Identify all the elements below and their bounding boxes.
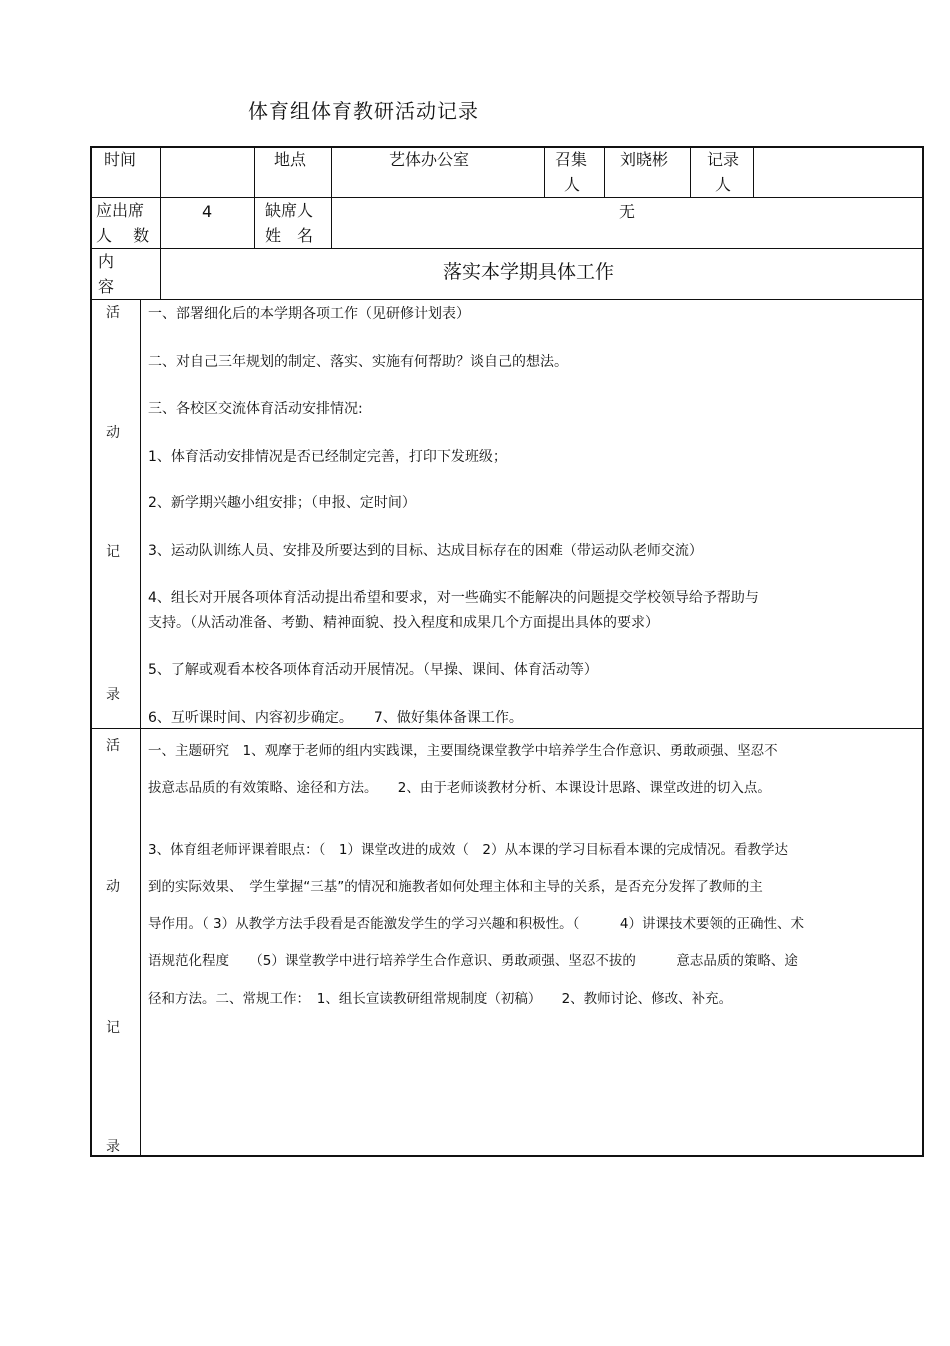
expected-attendance-label: 应出席 — [96, 201, 145, 220]
record1-side-char: 活 — [106, 305, 120, 321]
convener-label: 召集 — [555, 150, 588, 169]
record1-side-char: 记 — [106, 544, 120, 560]
record1-side-char: 动 — [106, 425, 120, 441]
record2-line: 导作用。（ 3）从教学方法手段看是否能激发学生的学习兴趣和积极性。（ 4）讲课技术要领的正确性、术 — [148, 916, 804, 932]
place-label: 地点 — [274, 150, 307, 169]
recorder-label: 记录 — [707, 150, 740, 169]
record1-line: 三、各校区交流体育活动安排情况: — [148, 401, 363, 417]
document-title: 体育组体育教研活动记录 — [248, 99, 479, 123]
recorder-label-cont: 人 — [715, 175, 732, 194]
record1-line: 3、运动队训练人员、安排及所要达到的目标、达成目标存在的困难（带运动队老师交流） — [148, 543, 703, 559]
time-label: 时间 — [104, 150, 137, 169]
record2-side-char: 活 — [106, 738, 120, 754]
content-label: 内 — [98, 252, 115, 271]
absent-value: 无 — [619, 202, 636, 221]
content-value: 落实本学期具体工作 — [443, 261, 615, 283]
expected-attendance-label-cont: 人 数 — [96, 226, 150, 245]
convener-value: 刘晓彬 — [620, 150, 669, 169]
record2-side-char: 动 — [106, 879, 120, 895]
record1-line: 1、体育活动安排情况是否已经制定完善，打印下发班级； — [148, 449, 507, 465]
content-label-cont: 容 — [98, 277, 115, 296]
record2-line: 径和方法。二、常规工作： 1、组长宣读教研组常规制度（初稿） 2、教师讨论、修改、补充。 — [148, 991, 733, 1007]
record2-line: 语规范化程度 （5）课堂教学中进行培养学生合作意识、勇敢顽强、坚忍不拔的 意志品质的策略、途 — [148, 953, 798, 969]
record2-side-char: 录 — [106, 1139, 120, 1155]
record2-line: 拔意志品质的有效策略、途径和方法。 2、由于老师谈教材分析、本课设计思路、课堂改进的切入点。 — [148, 780, 771, 796]
record2-line: 一、主题研究 1、观摩于老师的组内实践课，主要围绕课堂教学中培养学生合作意识、勇敢顽强、坚忍不 — [148, 743, 778, 759]
record2-line: 3、体育组老师评课着眼点：（ 1）课堂改进的成效（ 2）从本课的学习目标看本课的完成情况。看教学达 — [148, 842, 789, 858]
record1-line: 一、部署细化后的本学期各项工作（见研修计划表） — [148, 306, 470, 322]
record1-line: 4、组长对开展各项体育活动提出希望和要求，对一些确实不能解决的问题提交学校领导给予帮助与 — [148, 590, 759, 606]
record1-line: 5、了解或观看本校各项体育活动开展情况。（早操、课间、体育活动等） — [148, 662, 598, 678]
record1-line: 二、对自己三年规划的制定、落实、实施有何帮助？谈自己的想法。 — [148, 354, 568, 370]
record1-line: 6、互听课时间、内容初步确定。 7、做好集体备课工作。 — [148, 710, 523, 726]
place-value: 艺体办公室 — [389, 150, 470, 169]
record2-side-char: 记 — [106, 1020, 120, 1036]
record2-line: 到的实际效果、 学生掌握“三基”的情况和施教者如何处理主体和主导的关系，是否充分发挥了教师的主 — [148, 879, 763, 895]
record1-line: 支持。（从活动准备、考勤、精神面貌、投入程度和成果几个方面提出具体的要求） — [148, 615, 659, 631]
expected-attendance-value: 4 — [202, 202, 213, 221]
record1-side-char: 录 — [106, 687, 120, 703]
record1-line: 2、新学期兴趣小组安排；（申报、定时间） — [148, 495, 416, 511]
absent-label: 缺席人 — [265, 201, 314, 220]
absent-label-cont: 姓 名 — [265, 226, 314, 245]
convener-label-cont: 人 — [564, 175, 581, 194]
